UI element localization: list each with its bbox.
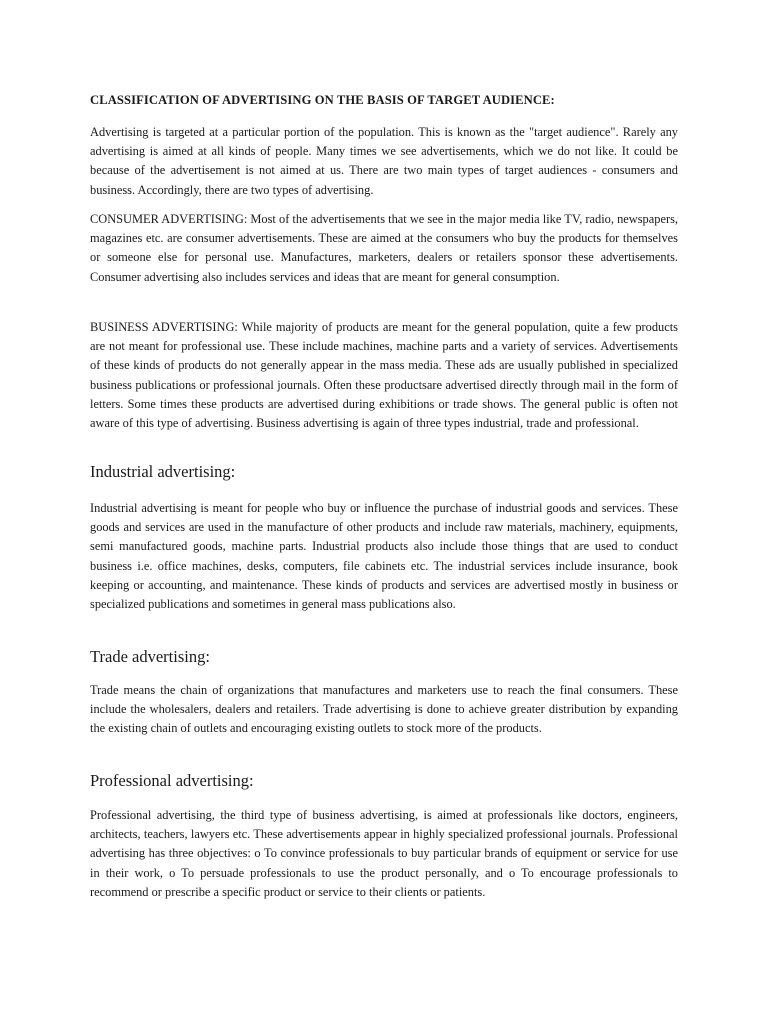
consumer-advertising-paragraph: CONSUMER ADVERTISING: Most of the advertisements that we see in the major media like TV, radio, newspapers, magazines etc. are consumer advertisements. These are aimed at the consumers who buy the products for themselves or someone else for personal use. Manufactures, marketers, dealers or retailers sponsor these advertisements. Consumer advertising also includes services and ideas that are meant for general consumption.	[90, 212, 678, 284]
document-title: CLASSIFICATION OF ADVERTISING ON THE BASIS OF TARGET AUDIENCE:	[90, 93, 555, 107]
professional-advertising-paragraph: Professional advertising, the third type of business advertising, is aimed at professionals like doctors, engineers, architects, teachers, lawyers etc. These advertisements appear in highly specialized professional journals. Professional advertising has three objectives: o To convince professionals to buy particular brands of equipment or service for use in their work, o To persuade professionals to use the product personally, and o To encourage professionals to recommend or prescribe a specific product or service to their clients or patients.	[90, 808, 678, 899]
business-advertising-paragraph: BUSINESS ADVERTISING: While majority of products are meant for the general population, quite a few products are not meant for professional use. These include machines, machine parts and a variety of services. Advertisements of these kinds of products do not generally appear in the mass media. These ads are usually published in specialized business publications or professional journals. Often these productsare advertised directly through mail in the form of letters. Some times these products are advertised during exhibitions or trade shows. The general public is often not aware of this type of advertising. Business advertising is again of three types industrial, trade and professional.	[90, 320, 678, 431]
industrial-advertising-paragraph: Industrial advertising is meant for people who buy or influence the purchase of industrial goods and services. These goods and services are used in the manufacture of other products and include raw materials, machinery, equipments, semi manufactured goods, machine parts. Industrial products also include those things that are used to conduct business i.e. office machines, desks, computers, file cabinets etc. The industrial services include insurance, book keeping or accounting, and maintenance. These kinds of products and services are advertised mostly in business or specialized publications and sometimes in general mass publications also.	[90, 501, 678, 612]
trade-advertising-heading: Trade advertising:	[90, 647, 210, 666]
trade-advertising-paragraph: Trade means the chain of organizations that manufactures and marketers use to reach the final consumers. These include the wholesalers, dealers and retailers. Trade advertising is done to achieve greater distribution by expanding the existing chain of outlets and encouraging existing outlets to stock more of the products.	[90, 683, 678, 736]
professional-advertising-heading: Professional advertising:	[90, 771, 254, 790]
industrial-advertising-heading: Industrial advertising:	[90, 462, 236, 481]
intro-paragraph: Advertising is targeted at a particular portion of the population. This is known as the "target audience". Rarely any advertising is aimed at all kinds of people. Many times we see advertisements, which we do not like. It could be because of the advertisement is not aimed at us. There are two main types of target audiences - consumers and business. Accordingly, there are two types of advertising.	[90, 125, 678, 197]
